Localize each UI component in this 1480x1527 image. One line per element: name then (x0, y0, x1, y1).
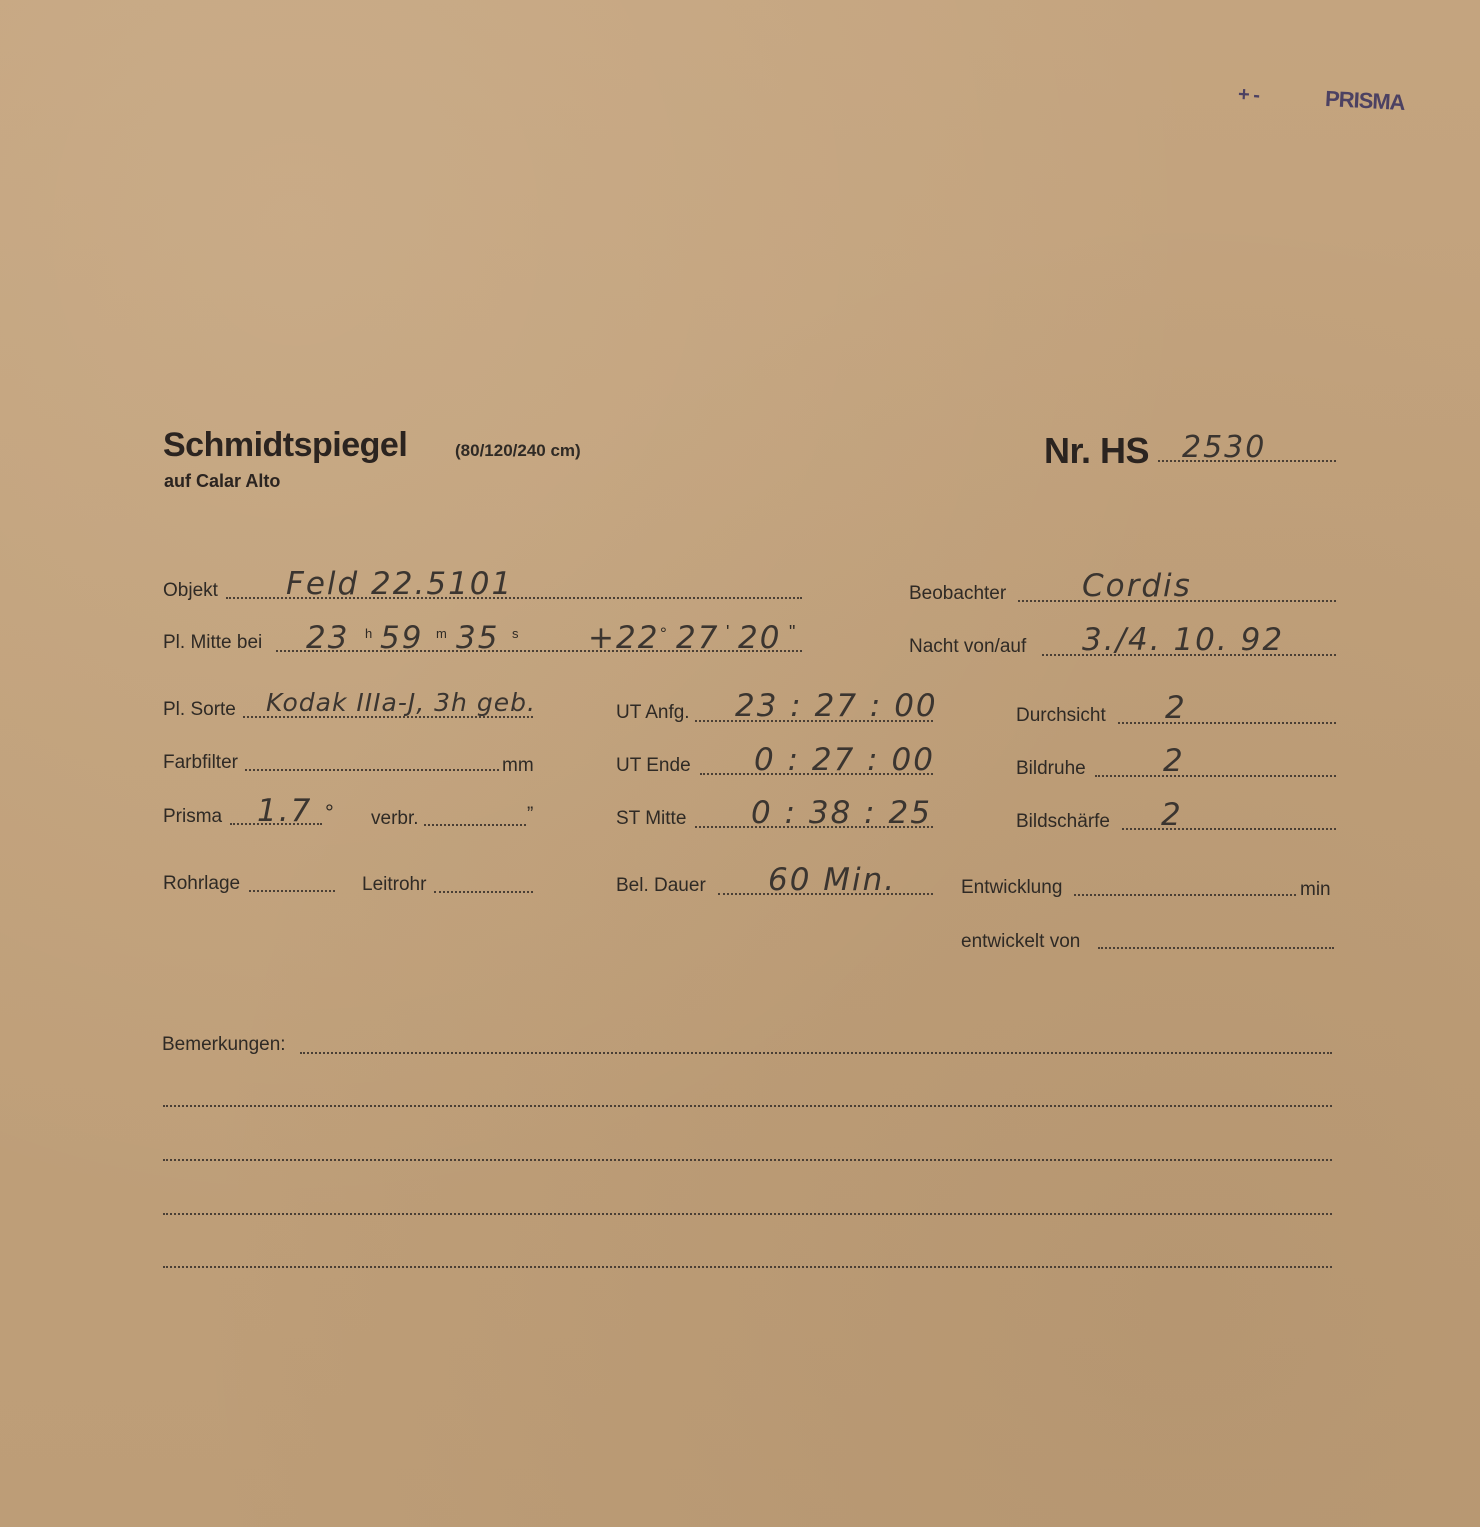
nacht-label: Nacht von/auf (909, 636, 1027, 657)
dec-seconds: 20 (738, 620, 782, 656)
leitrohr-line (434, 891, 533, 893)
rohrlage-line (249, 890, 335, 892)
ut-ende-value: 0 : 27 : 00 (754, 742, 935, 778)
bel-dauer-label: Bel. Dauer (616, 875, 706, 896)
form-title-note: (80/120/240 cm) (455, 441, 581, 460)
verbr-label: verbr. (371, 808, 419, 829)
ra-seconds-unit: s (512, 626, 519, 641)
entwickelt-von-label: entwickelt von (961, 931, 1081, 952)
bildschaerfe-value: 2 (1161, 797, 1183, 833)
bildschaerfe-line (1122, 828, 1336, 830)
prisma-label: Prisma (163, 806, 223, 827)
farbfilter-unit: mm (502, 755, 534, 776)
ra-minutes: 59 (380, 620, 424, 656)
farbfilter-label: Farbfilter (163, 752, 238, 773)
bemerkungen-line-3 (163, 1159, 1332, 1161)
bildruhe-value: 2 (1163, 743, 1185, 779)
pl-mitte-line (276, 650, 802, 652)
durchsicht-line (1118, 722, 1336, 724)
ra-hours: 23 (306, 620, 350, 656)
bemerkungen-line-5 (163, 1266, 1332, 1268)
bel-dauer-value: 60 Min. (768, 862, 897, 898)
durchsicht-value: 2 (1165, 690, 1187, 726)
entwicklung-label: Entwicklung (961, 877, 1063, 898)
entwickelt-von-line (1098, 947, 1334, 949)
dec-minutes: 27 (676, 620, 720, 656)
entwicklung-line (1074, 894, 1296, 896)
ra-seconds: 35 (456, 620, 500, 656)
ut-anfg-value: 23 : 27 : 00 (735, 688, 938, 724)
dec-degrees-unit: ° (660, 624, 667, 643)
objekt-value: Feld 22.5101 (286, 566, 514, 602)
bildschaerfe-label: Bildschärfe (1016, 811, 1110, 832)
beobachter-value: Cordis (1082, 568, 1192, 604)
bemerkungen-label: Bemerkungen: (162, 1034, 286, 1055)
form-subtitle: auf Calar Alto (164, 471, 281, 491)
prisma-value: 1.7 (257, 793, 313, 829)
verbr-unit: ” (527, 804, 534, 825)
plate-number-label: Nr. HS (1044, 430, 1150, 471)
bildruhe-label: Bildruhe (1016, 758, 1086, 779)
plate-number-value: 2530 (1182, 430, 1267, 465)
bemerkungen-line-4 (163, 1213, 1332, 1215)
pl-sorte-label: Pl. Sorte (163, 699, 236, 720)
ra-hours-unit: h (365, 626, 373, 641)
leitrohr-label: Leitrohr (362, 874, 427, 895)
ut-ende-label: UT Ende (616, 755, 691, 776)
ra-minutes-unit: m (436, 626, 447, 641)
durchsicht-label: Durchsicht (1016, 705, 1106, 726)
pl-sorte-value: Kodak IIIa-J, 3h geb. (266, 688, 536, 717)
bildruhe-line (1095, 775, 1336, 777)
stamp-marks: + - (1237, 83, 1260, 107)
ut-anfg-label: UT Anfg. (616, 702, 690, 723)
farbfilter-line (245, 769, 499, 771)
form-title: Schmidtspiegel (163, 426, 408, 464)
dec-degrees: +22 (588, 620, 660, 656)
entwicklung-unit: min (1300, 879, 1331, 900)
st-mitte-label: ST Mitte (616, 808, 687, 829)
beobachter-label: Beobachter (909, 583, 1007, 604)
rohrlage-label: Rohrlage (163, 873, 241, 894)
bemerkungen-line-2 (163, 1105, 1332, 1107)
pl-mitte-label: Pl. Mitte bei (163, 632, 263, 653)
st-mitte-value: 0 : 38 : 25 (751, 795, 932, 831)
verbr-line (424, 824, 526, 826)
dec-minutes-unit: ' (726, 622, 730, 642)
prisma-unit: ° (325, 800, 334, 825)
objekt-label: Objekt (163, 580, 218, 601)
bemerkungen-line-1 (300, 1052, 1332, 1054)
dec-seconds-unit: " (789, 622, 796, 642)
nacht-value: 3./4. 10. 92 (1082, 622, 1285, 658)
prisma-stamp: PRISMA (1324, 85, 1406, 116)
